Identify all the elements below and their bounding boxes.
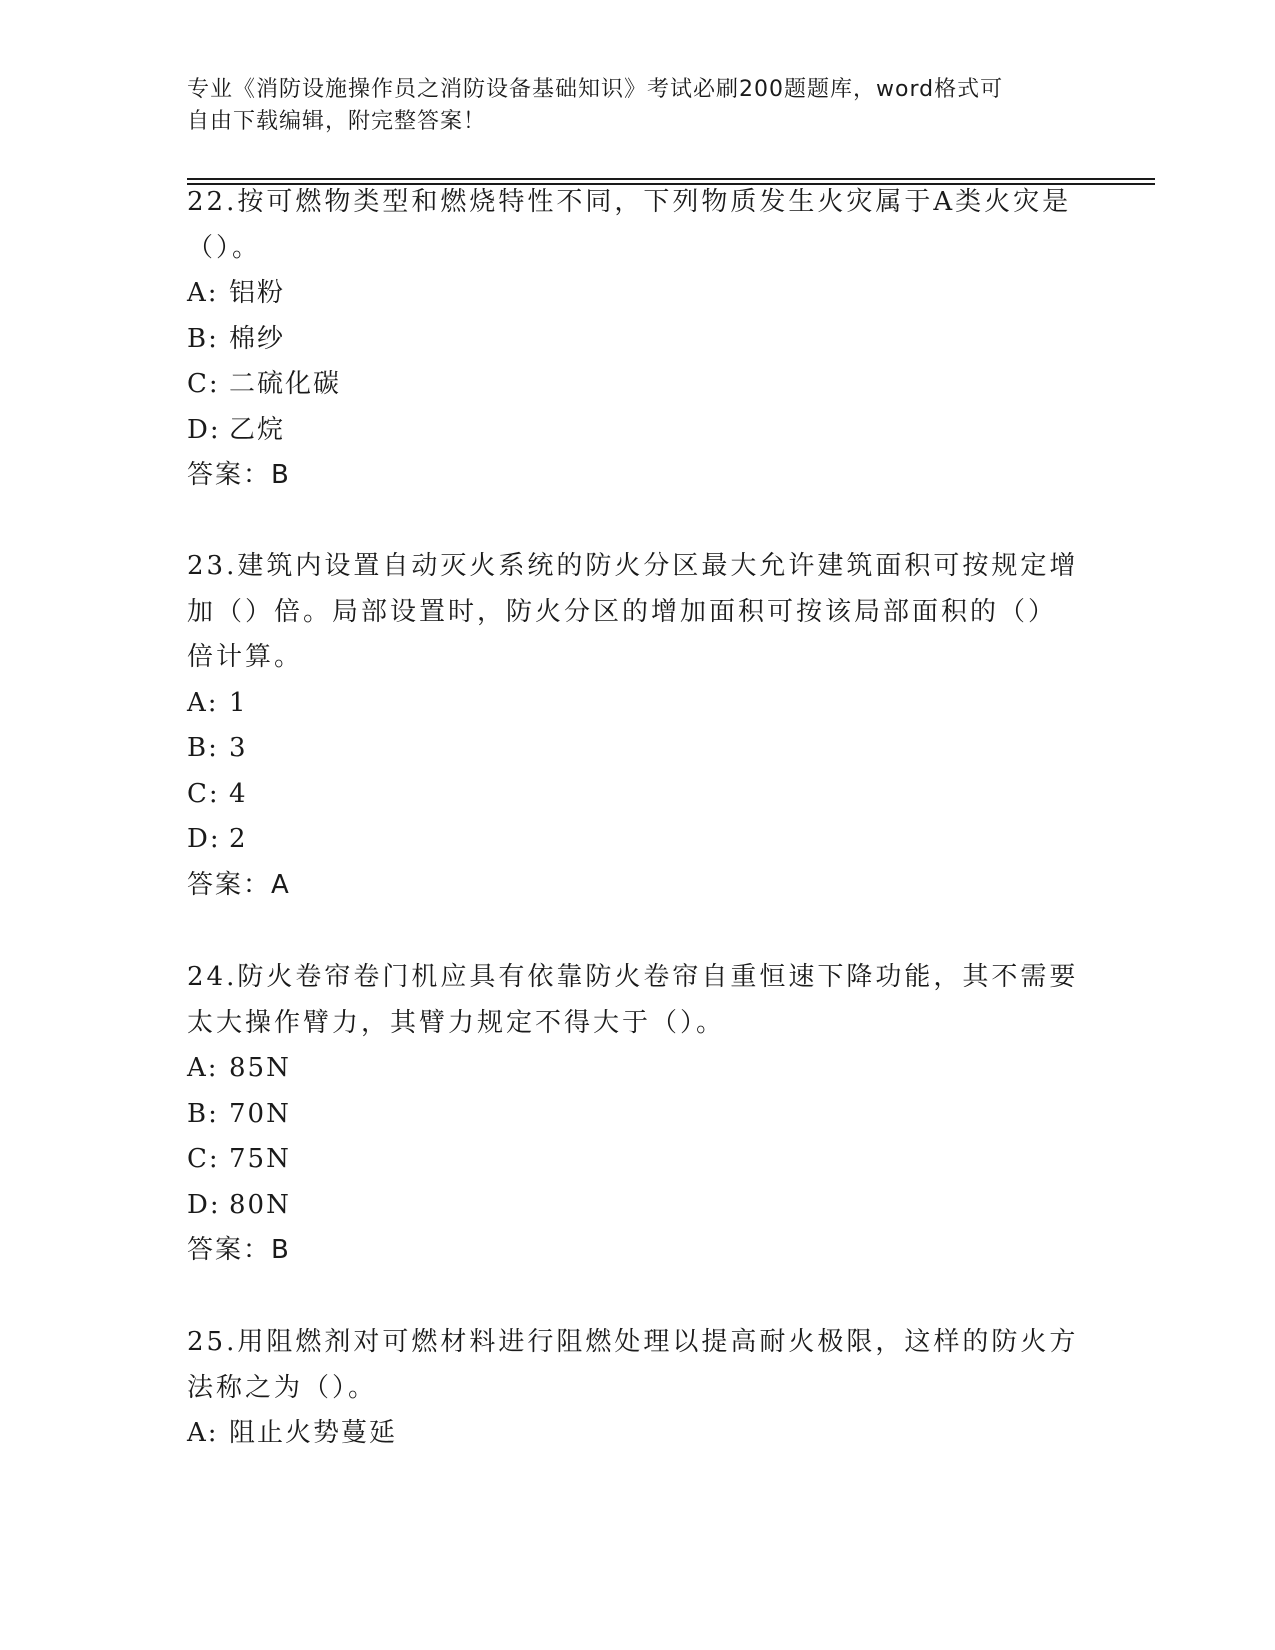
option-d: [187, 817, 1087, 863]
option-text: 阻止火势蔓延: [229, 1418, 398, 1448]
option-key: A:: [187, 687, 219, 718]
option-text: 80N: [229, 1189, 291, 1220]
question-22: [187, 180, 1087, 499]
question-stem-line: 24.防火卷帘卷门机应具有依靠防火卷帘自重恒速下降功能，其不需要: [187, 962, 1079, 992]
header-line-1: 专业《消防设施操作员之消防设备基础知识》考试必刷200题题库，word格式可: [187, 77, 1004, 102]
question-stem-line: 法称之为（）。: [187, 1372, 378, 1403]
option-text: 75N: [229, 1144, 291, 1174]
option-b: [187, 726, 1087, 772]
option-key: D:: [187, 824, 221, 854]
question-24: [187, 955, 1087, 1274]
option-text: 1: [229, 687, 248, 718]
option-b: [187, 317, 1087, 363]
answer-line: 答案：B: [187, 1235, 291, 1265]
option-b: [187, 1092, 1087, 1138]
option-key: D:: [187, 1189, 221, 1220]
option-text: 4: [229, 778, 248, 809]
question-stem-line: 倍计算。: [187, 642, 304, 672]
option-c: [187, 362, 1087, 408]
option-c: [187, 772, 1087, 818]
answer-line: 答案：A: [187, 869, 291, 900]
option-text: 3: [229, 733, 248, 763]
option-key: B:: [187, 1098, 219, 1129]
option-key: A:: [187, 278, 219, 308]
question-stem-line: 22.按可燃物类型和燃烧特性不同，下列物质发生火灾属于A类火灾是: [187, 187, 1072, 217]
header-line-2: 自由下载编辑，附完整答案！: [187, 109, 487, 134]
question-23: [187, 544, 1087, 908]
option-text: 铝粉: [229, 278, 286, 308]
option-key: A:: [187, 1418, 219, 1448]
option-text: 棉纱: [229, 323, 286, 354]
option-key: C:: [187, 1144, 220, 1174]
option-key: C:: [187, 778, 220, 809]
option-text: 二硫化碳: [229, 369, 342, 399]
question-stem-line: 23.建筑内设置自动灭火系统的防火分区最大允许建筑面积可按规定增: [187, 551, 1079, 581]
option-a: [187, 1411, 1087, 1457]
option-d: [187, 1183, 1087, 1229]
option-key: B:: [187, 323, 219, 354]
question-stem-line: （）。: [187, 232, 262, 263]
question-stem-line: 太大操作臂力，其臂力规定不得大于（）。: [187, 1007, 726, 1038]
option-a: [187, 271, 1087, 317]
option-d: [187, 408, 1087, 454]
option-key: D:: [187, 414, 221, 445]
option-c: [187, 1137, 1087, 1183]
option-a: [187, 1046, 1087, 1092]
answer-line: 答案：B: [187, 460, 291, 490]
option-a: [187, 681, 1087, 727]
option-text: 2: [229, 824, 248, 854]
option-key: B:: [187, 733, 219, 763]
option-text: 乙烷: [229, 414, 286, 445]
question-stem-line: 加（）倍。局部设置时，防火分区的增加面积可按该局部面积的（）: [187, 596, 1058, 627]
document-header: [187, 74, 1067, 138]
question-stem-line: 25.用阻燃剂对可燃材料进行阻燃处理以提高耐火极限，这样的防火方: [187, 1327, 1079, 1357]
option-key: C:: [187, 369, 220, 399]
option-text: 70N: [229, 1098, 291, 1129]
question-25: [187, 1320, 1087, 1457]
option-key: A:: [187, 1053, 219, 1083]
option-text: 85N: [229, 1053, 291, 1083]
